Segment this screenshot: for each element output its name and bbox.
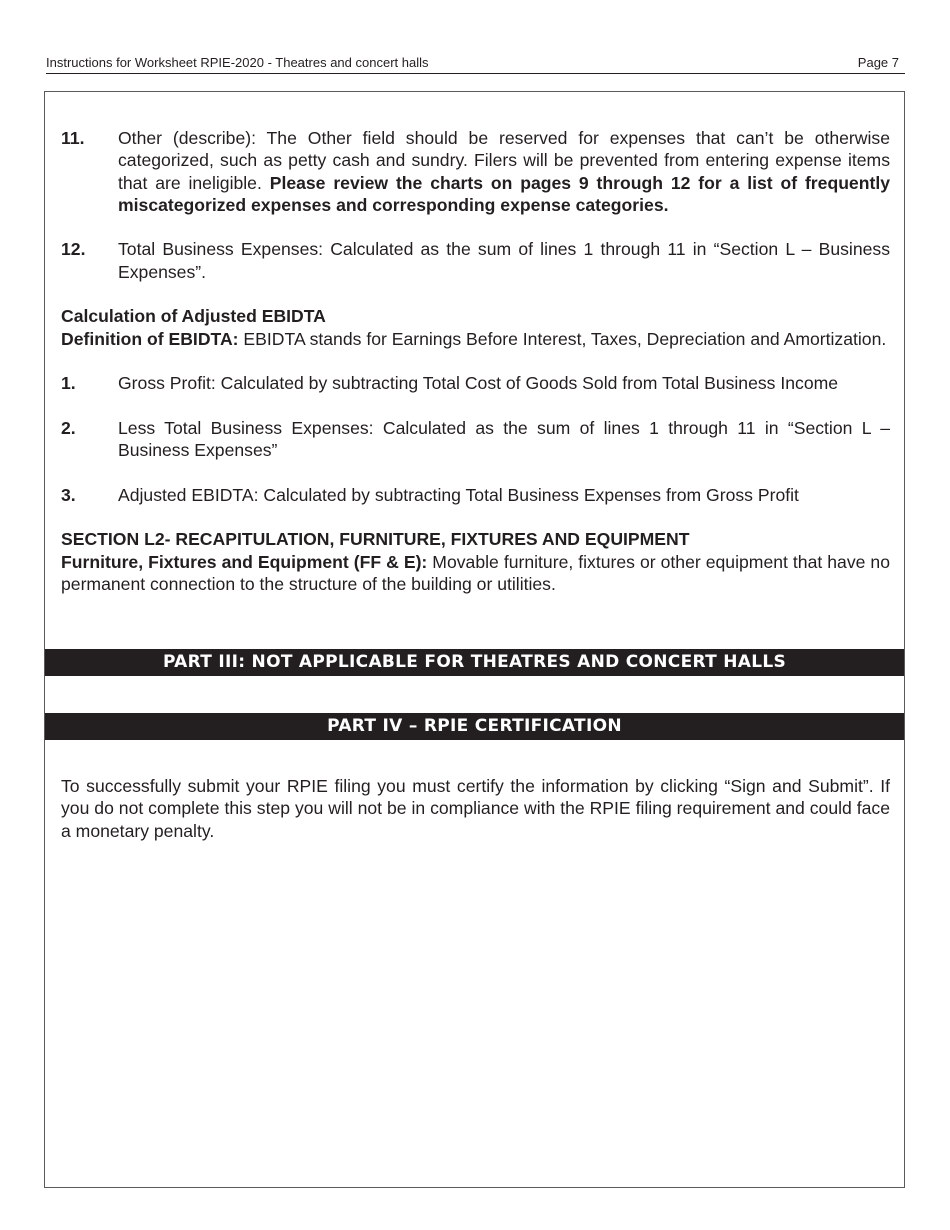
definition-text: EBIDTA stands for Earnings Before Interest, Taxes, Depreciation and Amortization. — [238, 328, 887, 349]
item-text: Other (describe): The Other field should be reserved for expenses that can’t be otherwise categorized, such as petty cash and sundry. Filers will be prevented from entering expense items that are ineligible. — [118, 128, 890, 193]
page-number: Page 7 — [857, 55, 899, 70]
section-l2-heading: SECTION L2- RECAPITULATION, FURNITURE, FIXTURES AND EQUIPMENT — [61, 529, 690, 550]
item-text: Less Total Business Expenses: Calculated as the sum of lines 1 through 11 in “Section L – Business Expenses” — [118, 417, 890, 461]
instructions-body — [61, 127, 890, 618]
section-l2 — [61, 528, 890, 595]
item-text: Adjusted EBIDTA: Calculated by subtracting Total Business Expenses from Gross Profit — [118, 484, 799, 505]
expense-item-11 — [61, 127, 890, 216]
ebidta-item-3 — [61, 484, 890, 506]
definition-label: Furniture, Fixtures and Equipment (FF & E): — [61, 551, 428, 572]
ebidta-item-1 — [61, 372, 890, 394]
item-number: 3. — [61, 484, 76, 505]
item-emphasis: Please review the charts on pages 9 through 12 for a list of frequently miscategorized expenses and corresponding expense categories. — [118, 172, 890, 215]
running-header — [46, 54, 905, 74]
item-text: Gross Profit: Calculated by subtracting Total Cost of Goods Sold from Total Business Income — [118, 373, 839, 394]
item-number: 1. — [61, 373, 76, 394]
certification-text: To successfully submit your RPIE filing you must certify the information by clicking “Sign and Submit”. If you do not complete this step you will not be in compliance with the RPIE filing requirement and could face a monetary penalty. — [61, 776, 890, 841]
ebidta-heading: Calculation of Adjusted EBIDTA — [61, 306, 326, 327]
definition-text: Movable furniture, fixtures or other equipment that have no permanent connection to the structure of the building or utilities. — [61, 551, 890, 594]
item-text: Total Business Expenses: Calculated as the sum of lines 1 through 11 in “Section L – Business Expenses”. — [118, 239, 890, 282]
document-title: Instructions for Worksheet RPIE-2020 - Theatres and concert halls — [46, 55, 429, 70]
ffe-definition — [61, 551, 890, 596]
part-three-banner: PART III: NOT APPLICABLE FOR THEATRES AND CONCERT HALLS — [45, 649, 904, 676]
item-number: 11. — [61, 128, 85, 148]
definition-label: Definition of EBIDTA: — [61, 328, 239, 349]
item-number: 2. — [61, 417, 76, 438]
ebidta-item-2 — [61, 417, 890, 462]
content-frame — [44, 91, 905, 1188]
part-four-banner: PART IV – RPIE CERTIFICATION — [45, 713, 904, 740]
expense-item-12 — [61, 238, 890, 283]
ebidta-definition — [61, 328, 890, 350]
item-number: 12. — [61, 239, 86, 260]
ebidta-section — [61, 305, 890, 350]
